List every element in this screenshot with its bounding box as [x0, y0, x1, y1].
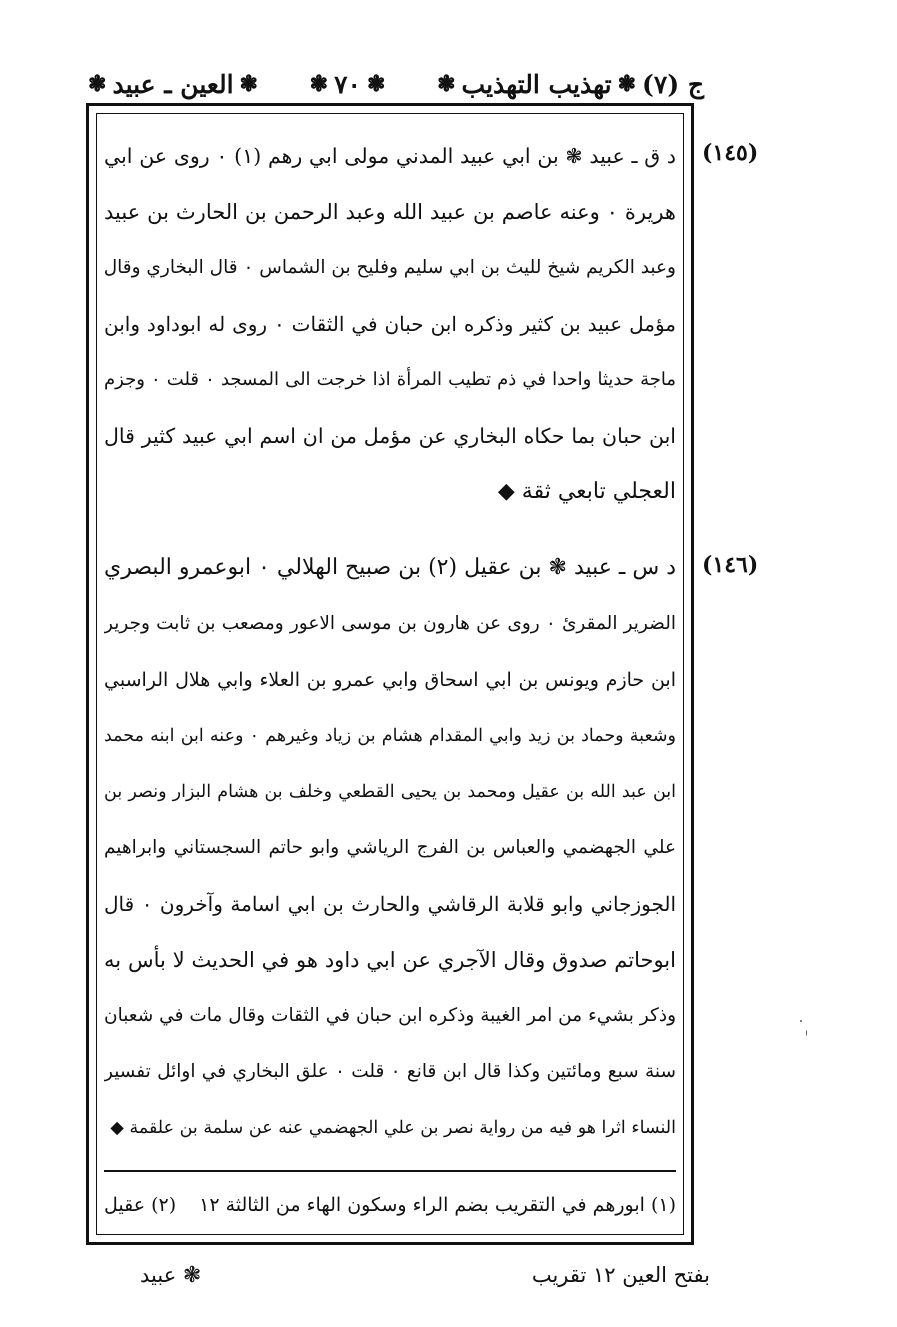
text-line: د س ـ عبيد ❃ بن عقيل (٢) بن صبيح الهلالي ٠ ابوعمرو البصري [104, 555, 676, 580]
entry-number: (١٤٦) [702, 552, 759, 578]
running-head [88, 64, 704, 104]
scan-speck [800, 1020, 802, 1022]
text-line: ابن حازم ويونس بن ابي اسحاق وابي عمرو بن العلاء وابي هلال الراسبي [104, 669, 676, 691]
catchword-next [140, 1263, 270, 1287]
entry-145-text [104, 128, 676, 520]
footnote-2: (٢) عقيل [104, 1194, 177, 1216]
text-line: مؤمل عبيد بن كثير وذكره ابن حبان في الثقات ٠ روى له ابوداود وابن [104, 312, 676, 336]
catchword-gloss: بفتح العين ١٢ تقريب [531, 1263, 710, 1287]
entry-number: (١٤٥) [702, 140, 759, 166]
catchword-text: عبيد [140, 1263, 177, 1287]
text-line: علي الجهضمي والعباس بن الفرج الرياشي وابو حاتم السجستاني وابراهيم [104, 837, 676, 858]
text-line: العجلي تابعي ثقة ◆ [497, 479, 676, 504]
running-head-right [437, 70, 704, 99]
text-line: سنة سبع ومائتين وكذا قال ابن قانع ٠ قلت ٠ علق البخاري في اوائل تفسير [104, 1061, 676, 1082]
text-line: ابوحاتم صدوق وقال الآجري عن ابي داود هو في الحديث لا بأس به [104, 948, 676, 972]
text-line: هريرة ٠ وعنه عاصم بن عبيد الله وعبد الرحمن بن الحارث بن عبيد [104, 200, 676, 224]
ornament-icon: ❃ [309, 71, 329, 97]
volume-label: ج (٧) [642, 69, 704, 99]
text-line: وعبد الكريم شيخ لليث بن ابي سليم وفليح بن الشماس ٠ قال البخاري وقال [104, 257, 676, 278]
ornament-icon: ❃ [182, 1263, 202, 1288]
text-line: ابن عبد الله بن عقيل ومحمد بن يحيى القطعي وخلف بن هشام البزار ونصر بن [104, 782, 676, 802]
scan-speck [806, 1030, 807, 1036]
text-line: الجوزجاني وابو قلابة الرقاشي والحارث بن ابي اسامة وآخرون ٠ قال [104, 892, 676, 916]
text-line: وشعبة وحماد بن زيد وابي المقدام هشام بن زياد وغيرهم ٠ وعنه ابن ابنه محمد [104, 726, 676, 746]
ornament-icon: ❃ [437, 71, 456, 97]
text-line: الضرير المقرئ ٠ روى عن هارون بن موسى الاعور ومصعب بن ثابت وجرير [104, 613, 676, 634]
footnote-rule [104, 1170, 676, 1172]
footnote-1: (١) ابورهم في التقريب بضم الراء وسكون الهاء من الثالثة ١٢ [199, 1194, 676, 1216]
text-line: ابن حبان بما حكاه البخاري عن مؤمل من ان اسم ابي عبيد كثير قال [104, 424, 676, 448]
ornament-icon: ❃ [617, 71, 637, 97]
entry-146-text [104, 540, 676, 1156]
text-line: ماجة حديثا واحدا في ذم تطيب المرأة اذا خرجت الى المسجد ٠ قلت ٠ وجزم [104, 369, 676, 390]
page-number: ٧٠ [334, 69, 361, 99]
running-head-left [88, 70, 258, 99]
ornament-icon: ❃ [366, 71, 386, 97]
text-line: النساء اثرا هو فيه من رواية نصر بن علي الجهضمي عنه عن سلمة بن علقمة ◆ [110, 1118, 676, 1138]
footnotes [104, 1190, 676, 1220]
running-head-center [310, 70, 386, 99]
ornament-icon: ❃ [88, 71, 107, 97]
text-line: وذكر بشيء من امر الغيبة وذكره ابن حبان في الثقات وقال مات في شعبان [104, 1005, 676, 1026]
book-title: تهذيب التهذيب [461, 69, 612, 99]
ornament-icon: ❃ [239, 71, 258, 97]
section-title: العين ـ عبيد [112, 69, 234, 99]
text-line: د ق ـ عبيد ❃ بن ابي عبيد المدني مولى ابي رهم (١) ٠ روى عن ابي [104, 144, 676, 168]
